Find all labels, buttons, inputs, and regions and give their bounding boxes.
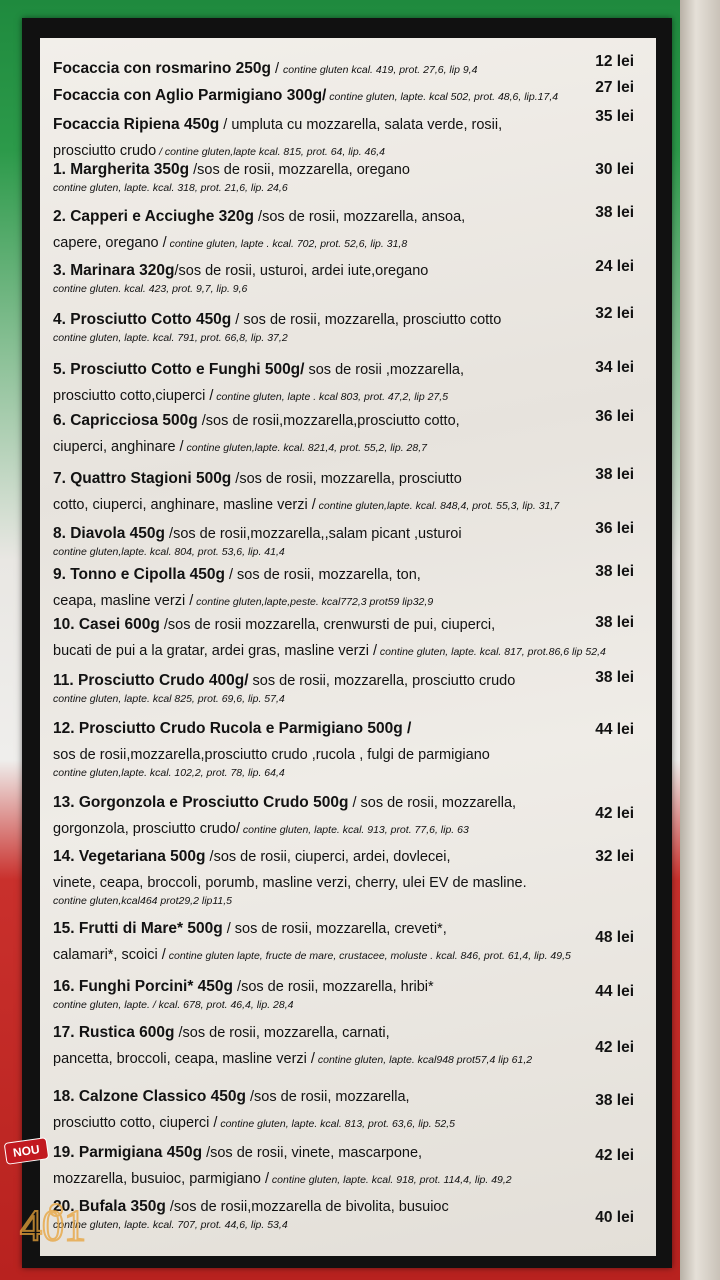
menu-item: [53, 848, 643, 908]
item-name: 7. Quattro Stagioni 500g: [53, 470, 232, 487]
menu-item: [53, 920, 643, 965]
item-name: 12. Prosciutto Crudo Rucola e Parmigiano 500g /: [53, 720, 412, 737]
item-ingredients: /sos de rosii,mozzarella de bivolita, busuioc: [165, 1199, 449, 1215]
item-name: 10. Casei 600g: [53, 616, 160, 633]
menu-item: [53, 262, 643, 296]
item-nutrition: contine gluten, lapte. kcal948 prot57,4 lip 61,2: [314, 1054, 533, 1066]
menu-item-line: [53, 116, 643, 134]
item-nutrition: contine gluten, lapte. kcal. 707, prot. 44,6, lip. 53,4: [53, 1219, 288, 1231]
menu-item: [53, 60, 643, 79]
item-name: 3. Marinara 320g: [53, 262, 175, 279]
item-ingredients: gorgonzola, prosciutto crudo/: [53, 821, 240, 837]
menu-item-line: [53, 311, 643, 329]
menu-item: [53, 525, 643, 559]
item-price: 35 lei: [595, 108, 634, 125]
item-ingredients: / umpluta cu mozzarella, salata verde, rosii,: [219, 117, 503, 133]
menu-item-line: [53, 1114, 643, 1133]
item-ingredients: /sos de rosii,mozzarella,,salam picant ,usturoi: [165, 526, 462, 542]
item-ingredients: /sos de rosii, mozzarella,: [245, 1089, 410, 1105]
menu-item: [53, 470, 643, 515]
menu-item: [53, 978, 643, 1012]
menu-item-line: [53, 642, 643, 661]
menu-item-line: [53, 234, 643, 253]
item-price: 42 lei: [595, 1147, 634, 1164]
menu-item-line: [53, 1170, 643, 1189]
item-ingredients: vinete, ceapa, broccoli, porumb, masline verzi, cherry, ulei EV de masline.: [53, 875, 527, 891]
item-nutrition: contine gluten, lapte. kcal. 791, prot. 66,8, lip. 37,2: [53, 332, 288, 344]
menu-board: [40, 38, 656, 1256]
item-price: 38 lei: [595, 669, 634, 686]
item-nutrition: contine gluten,lapte. kcal. 821,4, prot. 55,2, lip. 28,7: [183, 442, 427, 454]
item-ingredients: bucati de pui a la gratar, ardei gras, masline verzi /: [53, 643, 377, 659]
item-nutrition: contine gluten, lapte. kcal. 318, prot. 21,6, lip. 24,6: [53, 182, 288, 194]
item-price: 36 lei: [595, 408, 634, 425]
item-name: 9. Tonno e Cipolla 450g: [53, 566, 225, 583]
item-price: 34 lei: [595, 359, 634, 376]
menu-item-line: [53, 525, 643, 543]
menu-item-line: [53, 820, 643, 839]
item-nutrition: contine gluten,kcal464 prot29,2 lip11,5: [53, 895, 233, 907]
new-badge: NOU: [4, 1137, 49, 1165]
item-name: 8. Diavola 450g: [53, 525, 166, 542]
menu-item-line: [53, 361, 643, 379]
item-name: 16. Funghi Porcini* 450g: [53, 978, 234, 995]
menu-item: [53, 116, 643, 161]
item-ingredients: ceapa, masline verzi /: [53, 593, 194, 609]
item-name: 13. Gorgonzola e Prosciutto Crudo 500g: [53, 794, 349, 811]
item-nutrition: contine gluten. kcal. 423, prot. 9,7, lip. 9,6: [53, 283, 248, 295]
menu-item: [53, 87, 643, 106]
item-nutrition: contine gluten, lapte . kcal 803, prot. 47,2, lip 27,5: [213, 391, 449, 403]
item-price: 12 lei: [595, 53, 634, 70]
menu-item: [53, 1144, 643, 1189]
item-name: 19. Parmigiana 450g: [53, 1144, 203, 1161]
menu-item-line: [53, 87, 643, 106]
menu-item: [53, 566, 643, 611]
item-name: 11. Prosciutto Crudo 400g/: [53, 672, 249, 689]
item-nutrition: contine gluten, lapte. kcal. 913, prot. 77,6, lip. 63: [240, 824, 469, 836]
menu-item-line: [53, 438, 643, 457]
item-nutrition: contine gluten, lapte. kcal. 918, prot. 114,4, lip. 49,2: [269, 1174, 512, 1186]
menu-item-line: [53, 978, 643, 996]
item-name: 4. Prosciutto Cotto 450g: [53, 311, 232, 328]
item-price: 38 lei: [595, 466, 634, 483]
item-nutrition: contine gluten, lapte. / kcal. 678, prot. 46,4, lip. 28,4: [53, 999, 294, 1011]
menu-item-line: [53, 1144, 643, 1162]
item-ingredients: cotto, ciuperci, anghinare, masline verzi /: [53, 497, 316, 513]
menu-item-line: [53, 412, 643, 430]
item-ingredients: /sos de rosii, usturoi, ardei iute,oregano: [174, 263, 429, 279]
menu-item-line: [53, 496, 643, 515]
item-ingredients: sos de rosii, mozzarella, prosciutto crudo: [248, 673, 516, 689]
menu-item-line: [53, 387, 643, 406]
item-price: 40 lei: [595, 1209, 634, 1226]
item-ingredients: /sos de rosii, ciuperci, ardei, dovlecei,: [205, 849, 451, 865]
menu-item-line: [53, 874, 643, 892]
menu-item: [53, 794, 643, 839]
item-price: 44 lei: [595, 983, 634, 1000]
item-ingredients: /sos de rosii,mozzarella,prosciutto cotto,: [197, 413, 460, 429]
menu-item-line: [53, 470, 643, 488]
item-nutrition: contine gluten, lapte. kcal. 817, prot.86,6 lip 52,4: [377, 646, 606, 658]
item-nutrition: contine gluten,lapte. kcal. 848,4, prot. 55,3, lip. 31,7: [315, 500, 560, 512]
menu-item: [53, 208, 643, 253]
menu-item: [53, 311, 643, 345]
item-ingredients: capere, oregano /: [53, 235, 167, 251]
menu-item-line: [53, 161, 643, 179]
menu-item-line: [53, 142, 643, 161]
item-price: 38 lei: [595, 204, 634, 221]
restaurant-logo: [16, 1188, 86, 1268]
item-ingredients: pancetta, broccoli, ceapa, masline verzi /: [53, 1051, 315, 1067]
item-ingredients: prosciutto cotto, ciuperci /: [53, 1115, 218, 1131]
item-price: 38 lei: [595, 614, 634, 631]
item-nutrition: contine gluten,lapte. kcal. 102,2, prot. 78, lip. 64,4: [53, 767, 285, 779]
item-ingredients: / sos de rosii, mozzarella, ton,: [224, 567, 421, 583]
item-ingredients: mozzarella, busuioc, parmigiano /: [53, 1171, 269, 1187]
menu-item-line: [53, 1050, 643, 1069]
menu-item-line: [53, 946, 643, 965]
menu-item: [53, 161, 643, 195]
item-nutrition: contine gluten,lapte. kcal. 804, prot. 53,6, lip. 41,4: [53, 546, 285, 558]
menu-item: [53, 1088, 643, 1133]
item-name: 2. Capperi e Acciughe 320g: [53, 208, 255, 225]
item-name: Focaccia con rosmarino 250g: [53, 60, 271, 77]
menu-item: [53, 412, 643, 457]
item-ingredients: /sos de rosii mozzarella, crenwursti de pui, ciuperci,: [159, 617, 496, 633]
item-ingredients: prosciutto crudo: [53, 143, 157, 159]
item-nutrition: contine gluten kcal. 419, prot. 27,6, lip 9,4: [283, 64, 478, 76]
menu-item: [53, 361, 643, 406]
item-nutrition: contine gluten, lapte . kcal. 702, prot. 52,6, lip. 31,8: [166, 238, 408, 250]
menu-item: [53, 672, 643, 706]
item-ingredients: / sos de rosii, mozzarella,: [348, 795, 517, 811]
item-price: 30 lei: [595, 161, 634, 178]
item-name: 15. Frutti di Mare* 500g: [53, 920, 223, 937]
item-ingredients: sos de rosii,mozzarella,prosciutto crudo ,rucola , fulgi de parmigiano: [53, 747, 490, 763]
item-name: 14. Vegetariana 500g: [53, 848, 206, 865]
menu-item-line: [53, 208, 643, 226]
item-price: 32 lei: [595, 848, 634, 865]
item-name: 17. Rustica 600g: [53, 1024, 175, 1041]
item-ingredients: /sos de rosii, mozzarella, ansoa,: [254, 209, 466, 225]
menu-item-line: [53, 262, 643, 280]
item-name: Focaccia con Aglio Parmigiano 300g/: [53, 87, 327, 104]
item-name: 1. Margherita 350g: [53, 161, 190, 178]
menu-item-line: [53, 592, 643, 611]
item-ingredients: /sos de rosii, mozzarella, carnati,: [174, 1025, 390, 1041]
item-ingredients: sos de rosii ,mozzarella,: [304, 362, 465, 378]
item-ingredients: / sos de rosii, mozzarella, prosciutto cotto: [231, 312, 502, 328]
item-name: Focaccia Ripiena 450g: [53, 116, 220, 133]
menu-item-line: [53, 920, 643, 938]
svg-text:401: 401: [20, 1201, 86, 1250]
menu-item-line: [53, 672, 643, 690]
item-name: 18. Calzone Classico 450g: [53, 1088, 246, 1105]
menu-item: [53, 1024, 643, 1069]
wall-background: [680, 0, 720, 1280]
item-nutrition: contine gluten lapte, fructe de mare, crustacee, moluste . kcal. 846, prot. 61,4, lip. 49,5: [165, 950, 571, 962]
item-ingredients: /sos de rosii, mozzarella, prosciutto: [231, 471, 462, 487]
item-nutrition: contine gluten,lapte,peste. kcal772,3 prot59 lip32,9: [193, 596, 434, 608]
menu-item-line: [53, 794, 643, 812]
item-nutrition: contine gluten, lapte. kcal 502, prot. 48,6, lip.17,4: [326, 91, 559, 103]
menu-item-line: [53, 848, 643, 866]
item-nutrition: contine gluten, lapte. kcal 825, prot. 69,6, lip. 57,4: [53, 693, 285, 705]
item-price: 32 lei: [595, 305, 634, 322]
menu-item: [53, 616, 643, 661]
item-price: 44 lei: [595, 721, 634, 738]
item-ingredients: calamari*, scoici /: [53, 947, 166, 963]
menu-item-line: [53, 1198, 643, 1216]
menu-item-line: [53, 1088, 643, 1106]
item-nutrition: / contine gluten,lapte kcal. 815, prot. 64, lip. 46,4: [156, 146, 385, 158]
menu-item-line: [53, 60, 643, 79]
menu-item: [53, 720, 643, 780]
item-nutrition: contine gluten, lapte. kcal. 813, prot. 63,6, lip. 52,5: [217, 1118, 455, 1130]
menu-item-line: [53, 720, 643, 738]
menu-item-line: [53, 566, 643, 584]
item-price: 38 lei: [595, 563, 634, 580]
menu-item-line: [53, 1024, 643, 1042]
item-ingredients: prosciutto cotto,ciuperci /: [53, 388, 214, 404]
item-name: 20. Bufala 350g: [53, 1198, 166, 1215]
item-price: 42 lei: [595, 805, 634, 822]
item-name: 5. Prosciutto Cotto e Funghi 500g/: [53, 361, 305, 378]
item-ingredients: /sos de rosii, mozzarella, hribi*: [233, 979, 434, 995]
menu-item-line: [53, 746, 643, 764]
item-price: 42 lei: [595, 1039, 634, 1056]
item-price: 27 lei: [595, 79, 634, 96]
item-price: 24 lei: [595, 258, 634, 275]
menu-item-line: [53, 616, 643, 634]
item-price: 36 lei: [595, 520, 634, 537]
item-price: 48 lei: [595, 929, 634, 946]
menu-item: [53, 1198, 643, 1232]
item-name: 6. Capricciosa 500g: [53, 412, 198, 429]
item-price: 38 lei: [595, 1092, 634, 1109]
item-ingredients: /: [270, 61, 284, 77]
item-ingredients: ciuperci, anghinare /: [53, 439, 184, 455]
item-ingredients: / sos de rosii, mozzarella, creveti*,: [222, 921, 447, 937]
item-ingredients: /sos de rosii, vinete, mascarpone,: [202, 1145, 423, 1161]
item-ingredients: /sos de rosii, mozzarella, oregano: [189, 162, 410, 178]
